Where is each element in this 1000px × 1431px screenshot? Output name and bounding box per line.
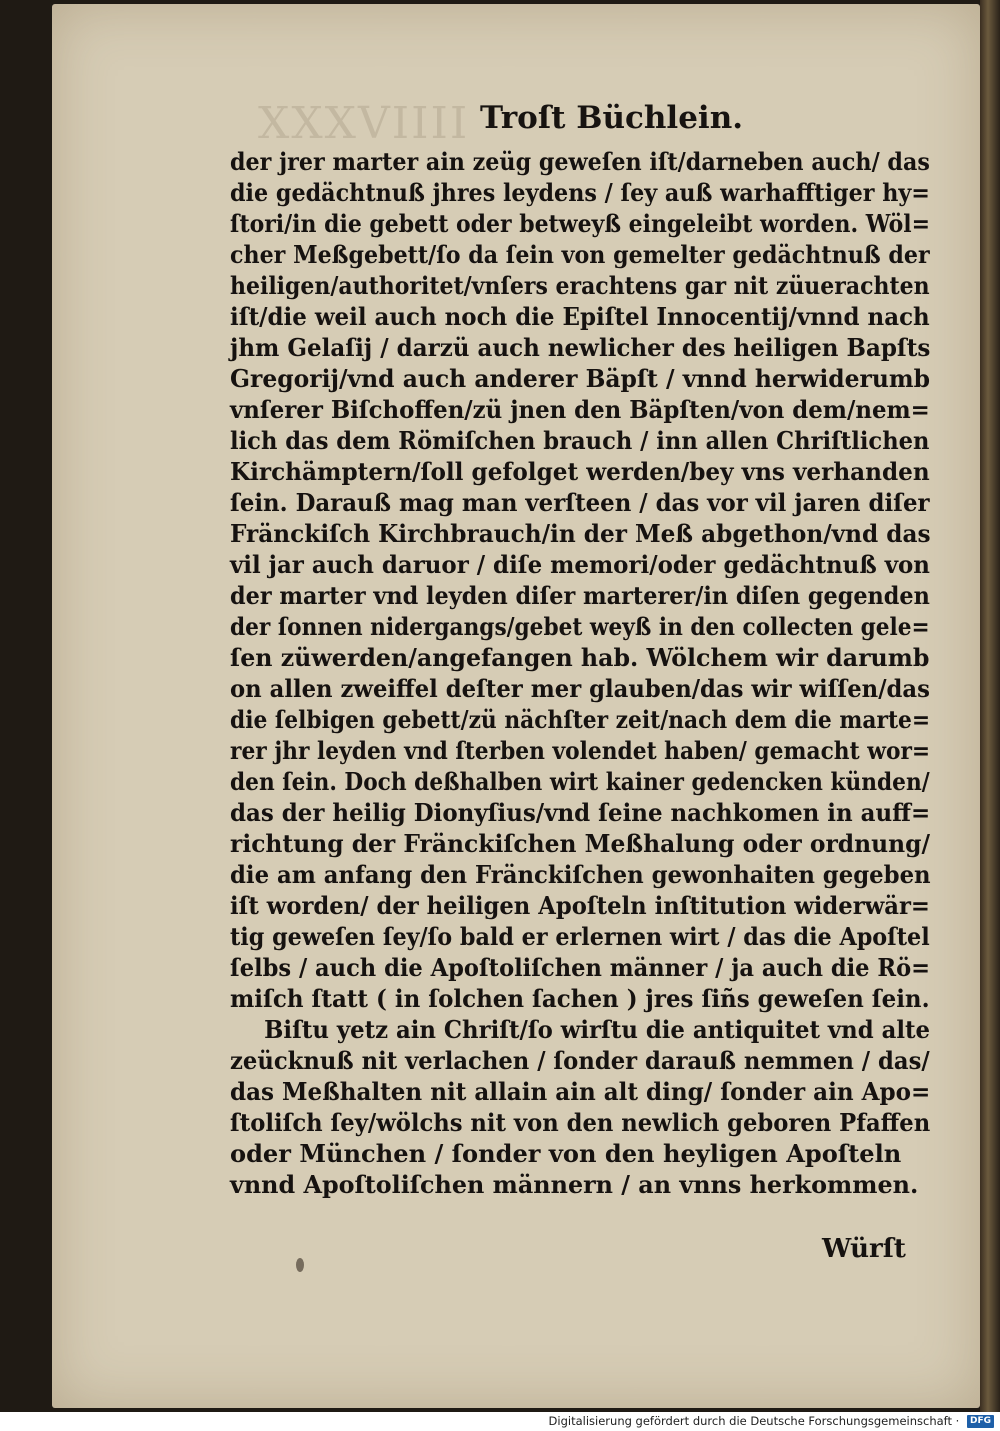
footer-credit-text: Digitalisierung gefördert durch die Deutsche Forschungsgemeinschaft · [548,1414,960,1428]
text-line: den ſein. Doch deßhalben wirt kainer gedencken künden/ [230,767,930,796]
text-line: Kirchämptern/ſoll gefolget werden/bey vns verhanden [230,457,930,486]
text-line: ſtoliſch ſey/wölchs nit von den newlich geboren Pfaffen [230,1108,931,1137]
text-line: der ſonnen nidergangs/gebet weyß in den collecten gele= [230,612,930,641]
text-line: vil jar auch daruor / diſe memori/oder gedächtnuß von [230,550,930,579]
text-line: der marter vnd leyden diſer marterer/in diſen gegenden [230,581,930,610]
text-line: Gregorij/vnd auch anderer Bäpſt / vnnd herwiderumb [230,364,931,393]
text-line: lich das dem Römiſchen brauch / inn allen Chriſtlichen [230,426,930,455]
running-head: Troſt Büchlein. [480,100,744,136]
body-text [230,146,940,1200]
catchword: Würſt [822,1234,906,1264]
text-line: cher Meßgebett/ſo da ſein von gemelter gedächtnuß der [230,240,930,269]
book-edge [980,0,1000,1412]
text-line: richtung der Fränckiſchen Meßhalung oder ordnung/ [230,829,931,858]
text-line: die ſelbigen gebett/zü nächſter zeit/nach dem die marte= [230,705,931,734]
text-line: on allen zweiffel deſter mer glauben/das wir wiſſen/das [230,674,930,703]
text-line: die am anfang den Fränckiſchen gewonhaiten gegeben [230,860,931,889]
text-line: Fränckiſch Kirchbrauch/in der Meß abgethon/vnd das [230,519,931,548]
text-line: ſelbs / auch die Apoſtoliſchen männer / ja auch die Rö= [230,953,931,982]
text-line: heiligen/authoritet/vnſers erachtens gar nit züuerachten [230,271,930,300]
text-line: zeücknuß nit verlachen / ſonder darauß nemmen / das/ [230,1046,930,1075]
text-line: ſen züwerden/angefangen hab. Wölchem wir darumb [230,643,930,672]
text-line: die gedächtnuß jhres leydens / ſey auß warhafftiger hy= [230,178,930,207]
ink-smudge [296,1258,304,1272]
text-line: vnſerer Biſchoffen/zü jnen den Bäpſten/von dem/nem= [230,395,930,424]
text-line: iſt/die weil auch noch die Epiſtel Innocentij/vnnd nach [230,302,930,331]
dfg-logo[interactable]: DFG [967,1415,994,1428]
text-line: vnnd Apoſtoliſchen männern / an vnns herkommen. [230,1170,919,1199]
text-line: jhm Gelaſij / darzü auch newlicher des heiligen Bapſts [230,333,931,362]
text-line: miſch ſtatt ( in ſolchen ſachen ) jres ſiñs geweſen ſein. [230,984,930,1013]
footer-credit [549,1412,994,1431]
text-line: tig geweſen ſey/ſo bald er erlernen wirt / das die Apoſtel [230,922,930,951]
text-line: ſein. Darauß mag man verſteen / das vor vil jaren diſer [230,488,930,517]
text-line: das Meßhalten nit allain ain alt ding/ ſonder ain Apo= [230,1077,931,1106]
text-line: der jrer marter ain zeüg geweſen iſt/darneben auch/ das [230,147,930,176]
text-line: oder München / ſonder von den heyligen Apoſteln [230,1139,902,1168]
bleed-through-folio: XXXVIIII [258,98,470,149]
text-line: das der heilig Dionyſius/vnd ſeine nachkomen in auff= [230,798,931,827]
text-line: rer jhr leyden vnd ſterben volendet haben/ gemacht wor= [230,736,931,765]
text-line: ſtori/in die gebett oder betweyß eingeleibt worden. Wöl= [230,209,931,238]
text-line: Biſtu yetz ain Chriſt/ſo wirſtu die antiquitet vnd alte [264,1015,931,1044]
text-line: iſt worden/ der heiligen Apoſteln inſtitution widerwär= [230,891,930,920]
